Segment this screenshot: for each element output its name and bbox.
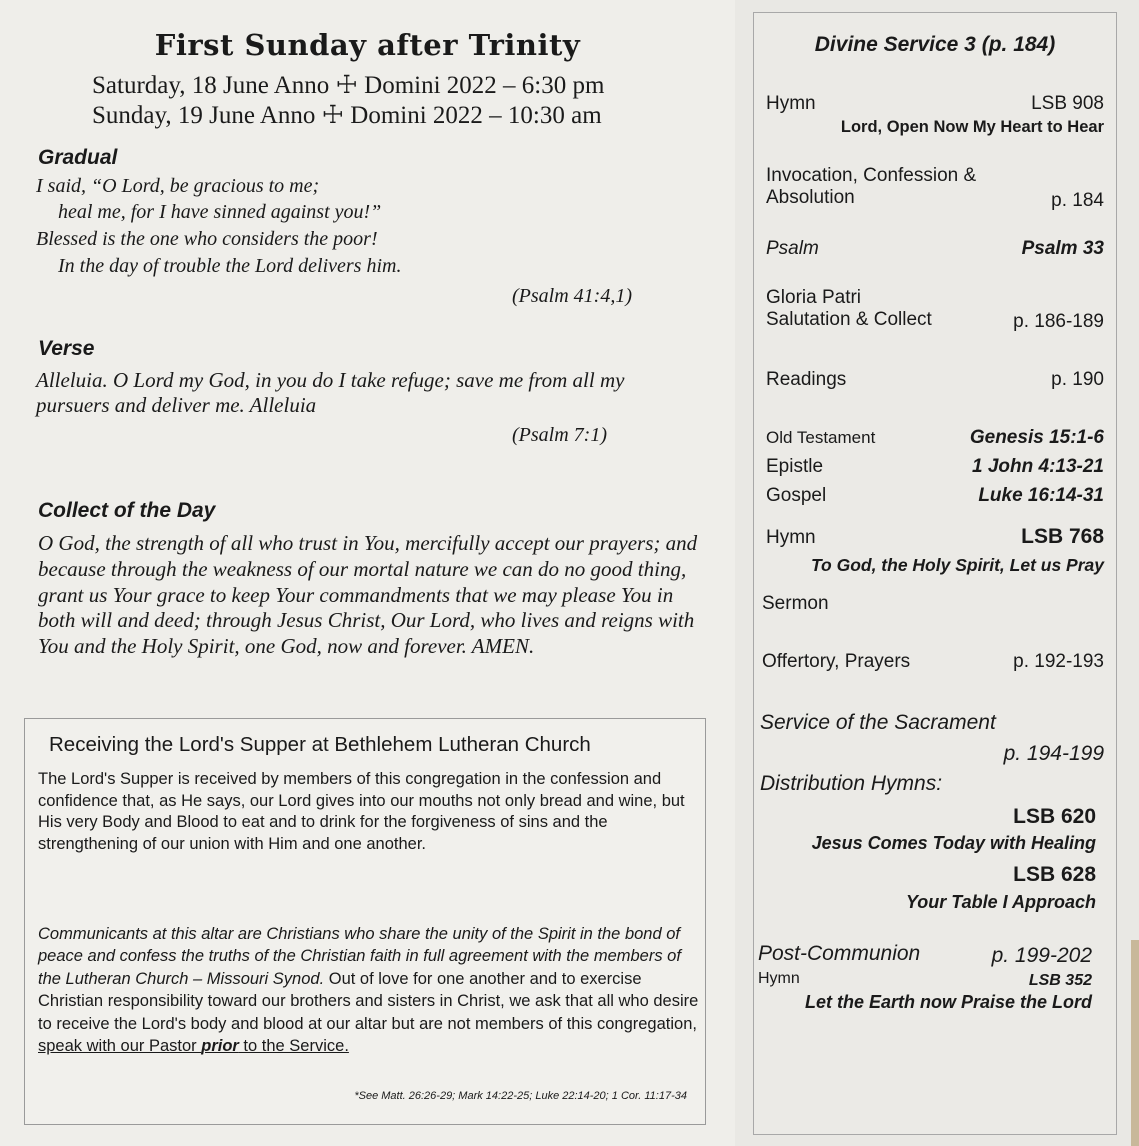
readings-page: p. 190 — [1051, 369, 1104, 390]
sunday-service-time: Sunday, 19 June Anno ☩ Domini 2022 – 10:30 am — [92, 102, 602, 129]
gospel-label: Gospel — [766, 485, 827, 506]
gospel-reference: Luke 16:14-31 — [978, 485, 1104, 506]
invocation-row — [766, 165, 1104, 209]
page-edge — [1131, 940, 1139, 1146]
hymn-name: To God, the Holy Spirit, Let us Pray — [811, 555, 1104, 575]
hymn-label: Hymn — [758, 970, 800, 987]
hymn-label: Hymn — [766, 93, 816, 114]
pastor-note-end: to the Service. — [238, 1037, 349, 1056]
hymn-number: LSB 620 — [1013, 805, 1096, 828]
hymn-row — [766, 93, 1104, 115]
hymn-name: Let the Earth now Praise the Lord — [804, 992, 1092, 1012]
invocation-page: p. 184 — [1051, 190, 1104, 211]
service-title: Divine Service 3 (p. 184) — [814, 33, 1056, 56]
collect-heading: Collect of the Day — [38, 499, 216, 522]
hymn-number: LSB 628 — [1013, 863, 1096, 886]
salutation-page: p. 186-189 — [1013, 311, 1104, 332]
readings-row — [766, 369, 1104, 391]
hymn-row — [758, 970, 1092, 988]
sermon-row — [762, 593, 1104, 615]
gradual-reference: (Psalm 41:4,1) — [512, 285, 632, 307]
gradual-line: Blessed is the one who considers the poor! — [36, 228, 378, 250]
epistle-label: Epistle — [766, 456, 824, 477]
sacrament-row — [760, 711, 1104, 765]
psalm-label: Psalm — [766, 238, 819, 259]
gradual-line: I said, “O Lord, be gracious to me; — [36, 175, 320, 197]
hymn-name: Your Table I Approach — [905, 892, 1096, 912]
hymn-name: Jesus Comes Today with Healing — [811, 833, 1096, 853]
offertory-label: Offertory, Prayers — [762, 651, 911, 672]
scripture-references: *See Matt. 26:26-29; Mark 14:22-25; Luke 22:14-20; 1 Cor. 11:17-34 — [354, 1090, 687, 1102]
offertory-row — [762, 651, 1104, 673]
psalm-value: Psalm 33 — [1021, 238, 1104, 259]
invocation-label: Invocation, Confession & — [766, 165, 977, 186]
verse-line: pursuers and deliver me. Alleluia — [36, 393, 317, 417]
sacrament-label: Service of the Sacrament — [760, 711, 996, 734]
readings-label: Readings — [766, 369, 847, 390]
supper-request: Out of love for one another and to exercise Christian responsibility toward our brothers and sisters in Christ, we ask that all who desire to receive the Lord's body and blood at our altar but are not members of this congregation, — [38, 969, 699, 1033]
absolution-label: Absolution — [766, 187, 855, 208]
epistle-reference: 1 John 4:13-21 — [972, 456, 1104, 477]
salutation-label: Salutation & Collect — [766, 309, 932, 330]
gloria-label: Gloria Patri — [766, 287, 862, 308]
verse-line: Alleluia. O Lord my God, in you do I take refuge; save me from all my — [36, 368, 625, 392]
hymn-number: LSB 352 — [1028, 972, 1092, 989]
supper-paragraph-1: The Lord's Supper is received by members of this congregation in the confession and confidence that, as He says, our Lord gives into our mouths not only bread and wine, but His very Body and Blood to eat and to drink for the forgiveness of sins and the strengthening of our union with Him and one another. — [38, 770, 685, 853]
order-of-service — [753, 12, 1117, 1135]
page-title: First Sunday after Trinity — [154, 28, 581, 62]
sacrament-page: p. 194-199 — [1003, 742, 1104, 765]
distribution-row — [760, 772, 1104, 796]
ot-reference: Genesis 15:1-6 — [969, 427, 1104, 448]
gradual-heading: Gradual — [38, 146, 118, 169]
gospel-row — [766, 485, 1104, 507]
lords-supper-notice — [24, 718, 706, 1125]
communicants-statement: Communicants at this altar are Christians who share the unity of the Spirit in the bond of peace and confess the truths of the Christian faith in full agreement with the members of the Lutheran Church – Missouri Synod. — [38, 925, 681, 988]
pastor-note-text: speak with our Pastor — [38, 1037, 202, 1056]
hymn-label: Hymn — [766, 527, 816, 548]
ot-label: Old Testament — [766, 428, 876, 447]
post-communion-label: Post-Communion — [758, 942, 921, 965]
supper-paragraph-2 — [38, 923, 703, 1057]
gradual-line: heal me, for I have sinned against you!” — [58, 201, 382, 223]
sermon-label: Sermon — [762, 593, 829, 614]
hymn-name: Lord, Open Now My Heart to Hear — [840, 118, 1104, 136]
saturday-service-time: Saturday, 18 June Anno ☩ Domini 2022 – 6:30 pm — [92, 72, 605, 99]
hymn-number: LSB 768 — [1021, 525, 1104, 548]
speak-with-pastor-note — [38, 1037, 349, 1055]
gradual-line: In the day of trouble the Lord delivers him. — [58, 255, 402, 277]
psalm-row — [766, 238, 1104, 260]
verse-heading: Verse — [38, 337, 95, 360]
post-communion-row — [758, 942, 1092, 966]
hymn-number: LSB 908 — [1031, 93, 1104, 114]
epistle-row — [766, 456, 1104, 478]
supper-title: Receiving the Lord's Supper at Bethlehem Lutheran Church — [49, 733, 591, 756]
gloria-row — [766, 287, 1104, 331]
post-communion-page: p. 199-202 — [991, 944, 1092, 967]
offertory-page: p. 192-193 — [1013, 651, 1104, 672]
verse-reference: (Psalm 7:1) — [512, 424, 607, 446]
prior-emphasis: prior — [201, 1037, 239, 1056]
old-testament-row — [766, 428, 1104, 448]
hymn-row — [766, 527, 1104, 549]
collect-text: O God, the strength of all who trust in You, mercifully accept our prayers; and because through the weakness of our mortal nature we can do no good thing, grant us Your grace to keep Your commandments that we may please You in both will and deed; through Jesus Christ, Our Lord, who lives and reigns with You and the Holy Spirit, one God, now and forever. AMEN. — [38, 531, 698, 659]
distribution-label: Distribution Hymns: — [760, 772, 943, 795]
